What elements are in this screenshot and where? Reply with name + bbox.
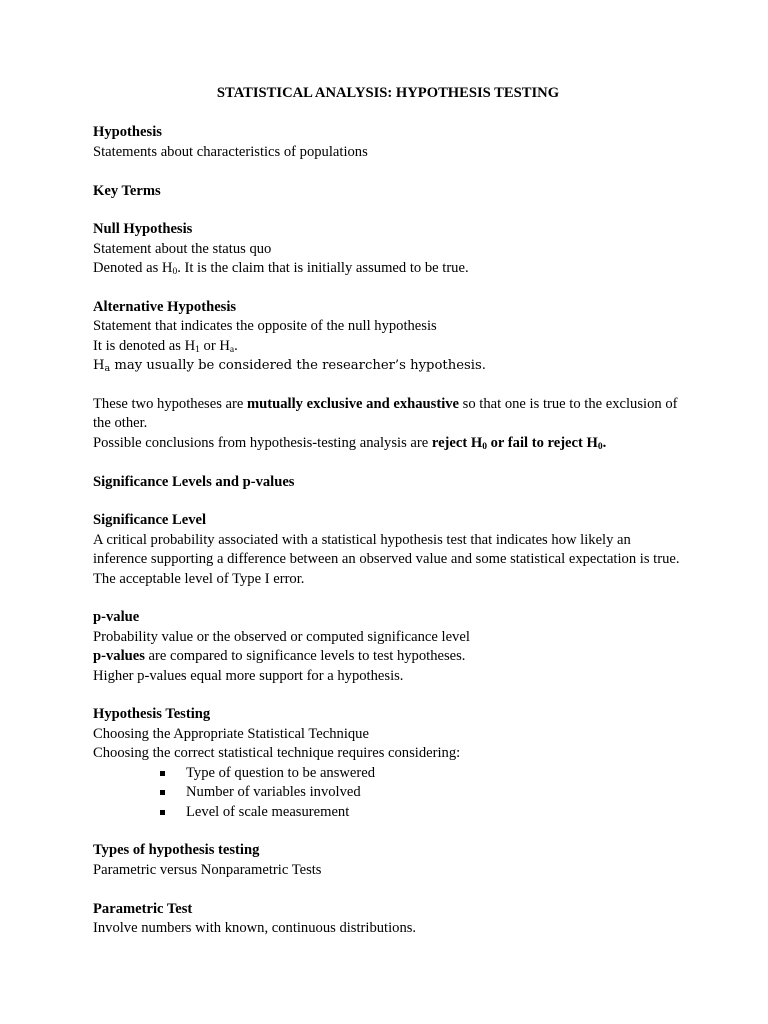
document-title: STATISTICAL ANALYSIS: HYPOTHESIS TESTING <box>216 85 560 101</box>
hypothesis-heading: Hypothesis <box>93 124 162 141</box>
p-value-line1: Probability value or the observed or computed significance level <box>93 628 470 645</box>
significance-section-heading: Significance Levels and p-values <box>93 473 295 490</box>
alternative-hypothesis-line3: $H_a$ may usually be considered the researcher’s hypothesis. <box>93 358 486 375</box>
null-hypothesis-line2: Denoted as $H_0$. It is the claim that is initially assumed to be true. <box>93 260 469 278</box>
alternative-hypothesis-line2: It is denoted as $H_1$ or $H_a$. <box>93 337 238 355</box>
significance-level-heading: Significance Level <box>93 512 207 529</box>
p-value-heading: p-value <box>93 609 140 626</box>
square-bullet-icon <box>160 771 165 776</box>
types-text: Parametric versus Nonparametric Tests <box>93 861 322 878</box>
hypothesis-definition: Statements about characteristics of populations <box>93 143 368 160</box>
list-item: Type of question to be answered <box>160 764 683 783</box>
document-page <box>93 84 683 938</box>
considerations-list <box>93 764 683 822</box>
conclusions-statement: Possible conclusions from hypothesis-testing analysis are reject $H_0$ or fail to reject $H_0$. <box>93 434 607 452</box>
alternative-hypothesis-line1: Statement that indicates the opposite of the null hypothesis <box>93 318 437 335</box>
significance-level-definition: A critical probability associated with a statistical hypothesis test that indicates how likely an inference supporting a difference between an observed value and some statistical expectation is true. The acceptable level of Type I error. <box>93 531 680 587</box>
list-item: Level of scale measurement <box>160 803 683 822</box>
types-heading: Types of hypothesis testing <box>93 842 260 859</box>
parametric-heading: Parametric Test <box>93 900 193 917</box>
exclusive-statement: These two hypotheses are mutually exclusive and exhaustive so that one is true to the exclusion of the other. <box>93 396 678 432</box>
hypothesis-testing-line1: Choosing the Appropriate Statistical Technique <box>93 725 369 742</box>
hypothesis-testing-line2: Choosing the correct statistical technique requires considering: <box>93 745 461 762</box>
alternative-hypothesis-heading: Alternative Hypothesis <box>93 299 237 316</box>
null-hypothesis-heading: Null Hypothesis <box>93 221 193 238</box>
p-value-line3: Higher p-values equal more support for a hypothesis. <box>93 667 404 684</box>
hypothesis-testing-heading: Hypothesis Testing <box>93 706 211 723</box>
key-terms-heading: Key Terms <box>93 182 161 199</box>
p-value-line2: p-values are compared to significance levels to test hypotheses. <box>93 648 466 665</box>
parametric-text: Involve numbers with known, continuous distributions. <box>93 919 417 936</box>
square-bullet-icon <box>160 790 165 795</box>
square-bullet-icon <box>160 810 165 815</box>
list-item: Number of variables involved <box>160 783 683 802</box>
null-hypothesis-line1: Statement about the status quo <box>93 240 272 257</box>
